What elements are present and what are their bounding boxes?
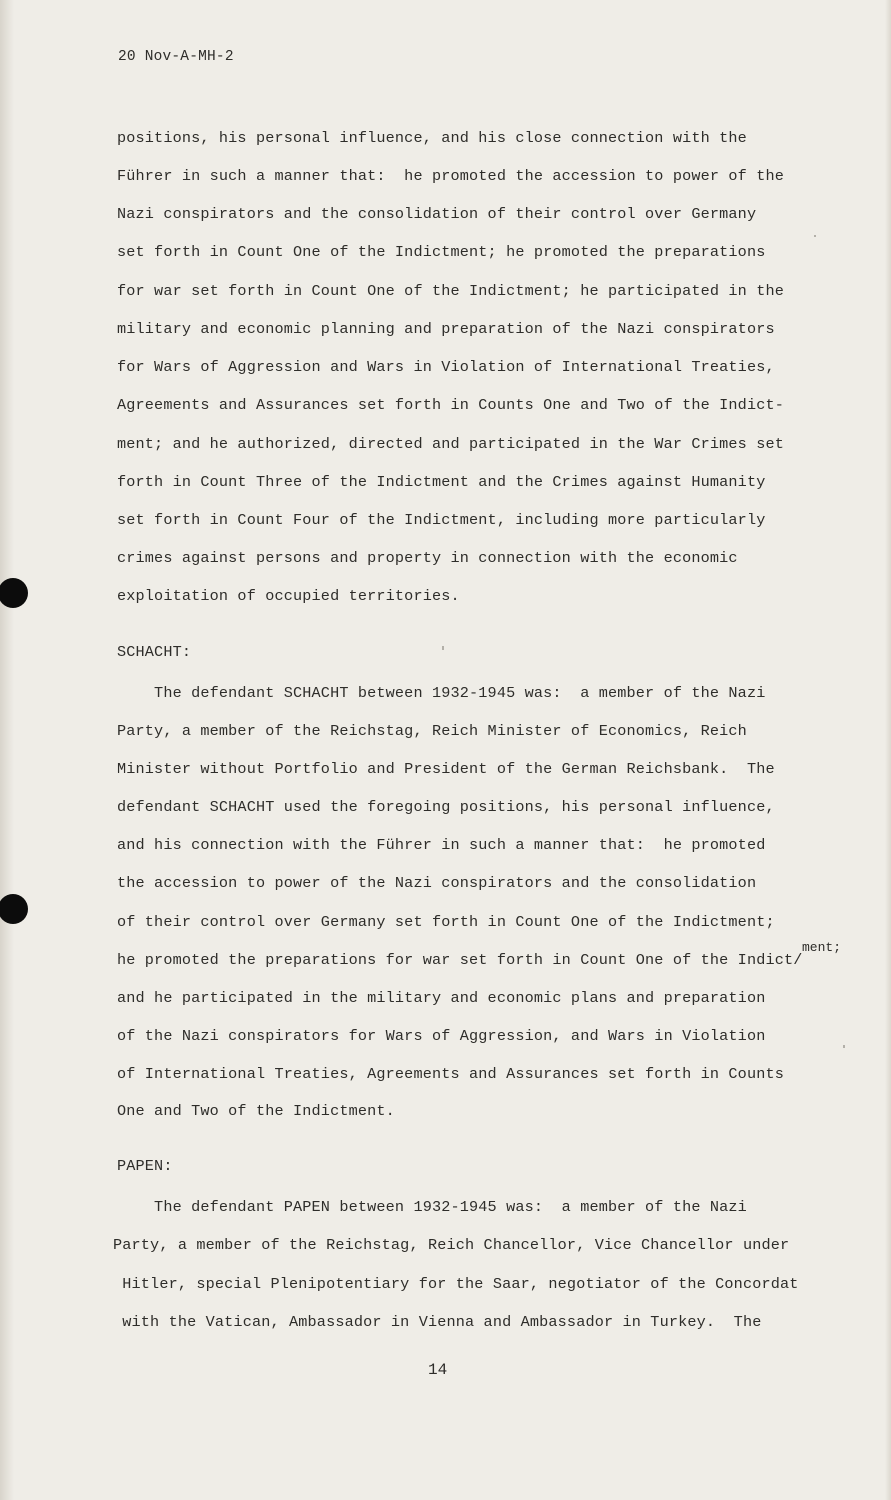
page-number: 14 (428, 1361, 448, 1379)
text-line: One and Two of the Indictment. (117, 1102, 395, 1120)
text-line: he promoted the preparations for war set forth in Count One of the Indict/ (117, 951, 803, 969)
text-line: forth in Count Three of the Indictment and the Crimes against Humanity (117, 473, 766, 491)
text-line: for Wars of Aggression and Wars in Violation of International Treaties, (117, 358, 775, 376)
text-line: ment; and he authorized, directed and participated in the War Crimes set (117, 435, 785, 453)
text-line: of the Nazi conspirators for Wars of Aggression, and Wars in Violation (117, 1027, 766, 1045)
text-line: military and economic planning and preparation of the Nazi conspirators (117, 320, 775, 338)
ink-speck (843, 1045, 845, 1048)
page-edge-right (885, 0, 891, 1500)
text-line: and his connection with the Führer in such a manner that: he promoted (117, 836, 766, 854)
page-edge-shadow (0, 0, 14, 1500)
text-line: The defendant PAPEN between 1932-1945 was: a member of the Nazi (117, 1198, 747, 1216)
text-line: Agreements and Assurances set forth in Counts One and Two of the Indict- (117, 396, 785, 414)
text-line: set forth in Count One of the Indictment; he promoted the preparations (117, 243, 766, 261)
text-line: of their control over Germany set forth in Count One of the Indictment; (117, 913, 775, 931)
punch-hole-bottom (0, 894, 28, 924)
handwritten-insertion: ment; (802, 940, 842, 955)
ink-speck (814, 235, 816, 237)
text-line: with the Vatican, Ambassador in Vienna and Ambassador in Turkey. The (113, 1313, 762, 1331)
text-line: Nazi conspirators and the consolidation of their control over Germany (117, 205, 757, 223)
text-line: set forth in Count Four of the Indictment, including more particularly (117, 511, 766, 529)
section-heading-papen: PAPEN: (117, 1157, 173, 1175)
text-line: Hitler, special Plenipotentiary for the Saar, negotiator of the Concordat (113, 1275, 799, 1293)
text-line: Party, a member of the Reichstag, Reich Chancellor, Vice Chancellor under (113, 1236, 790, 1254)
document-reference: 20 Nov-A-MH-2 (118, 49, 234, 65)
section-heading-schacht: SCHACHT: (117, 643, 192, 661)
text-line: positions, his personal influence, and his close connection with the (117, 129, 747, 147)
text-line: of International Treaties, Agreements and Assurances set forth in Counts (117, 1065, 785, 1083)
text-line: Führer in such a manner that: he promoted the accession to power of the (117, 167, 785, 185)
ink-speck (442, 646, 444, 650)
text-line: The defendant SCHACHT between 1932-1945 was: a member of the Nazi (117, 684, 766, 702)
punch-hole-top (0, 578, 28, 608)
text-line: and he participated in the military and economic plans and preparation (117, 989, 766, 1007)
text-line: for war set forth in Count One of the Indictment; he participated in the (117, 282, 785, 300)
text-line: Party, a member of the Reichstag, Reich Minister of Economics, Reich (117, 722, 747, 740)
text-line: the accession to power of the Nazi conspirators and the consolidation (117, 874, 757, 892)
text-line: crimes against persons and property in connection with the economic (117, 549, 738, 567)
text-line: defendant SCHACHT used the foregoing positions, his personal influence, (117, 798, 775, 816)
text-line: exploitation of occupied territories. (117, 587, 460, 605)
text-line: Minister without Portfolio and President of the German Reichsbank. The (117, 760, 775, 778)
